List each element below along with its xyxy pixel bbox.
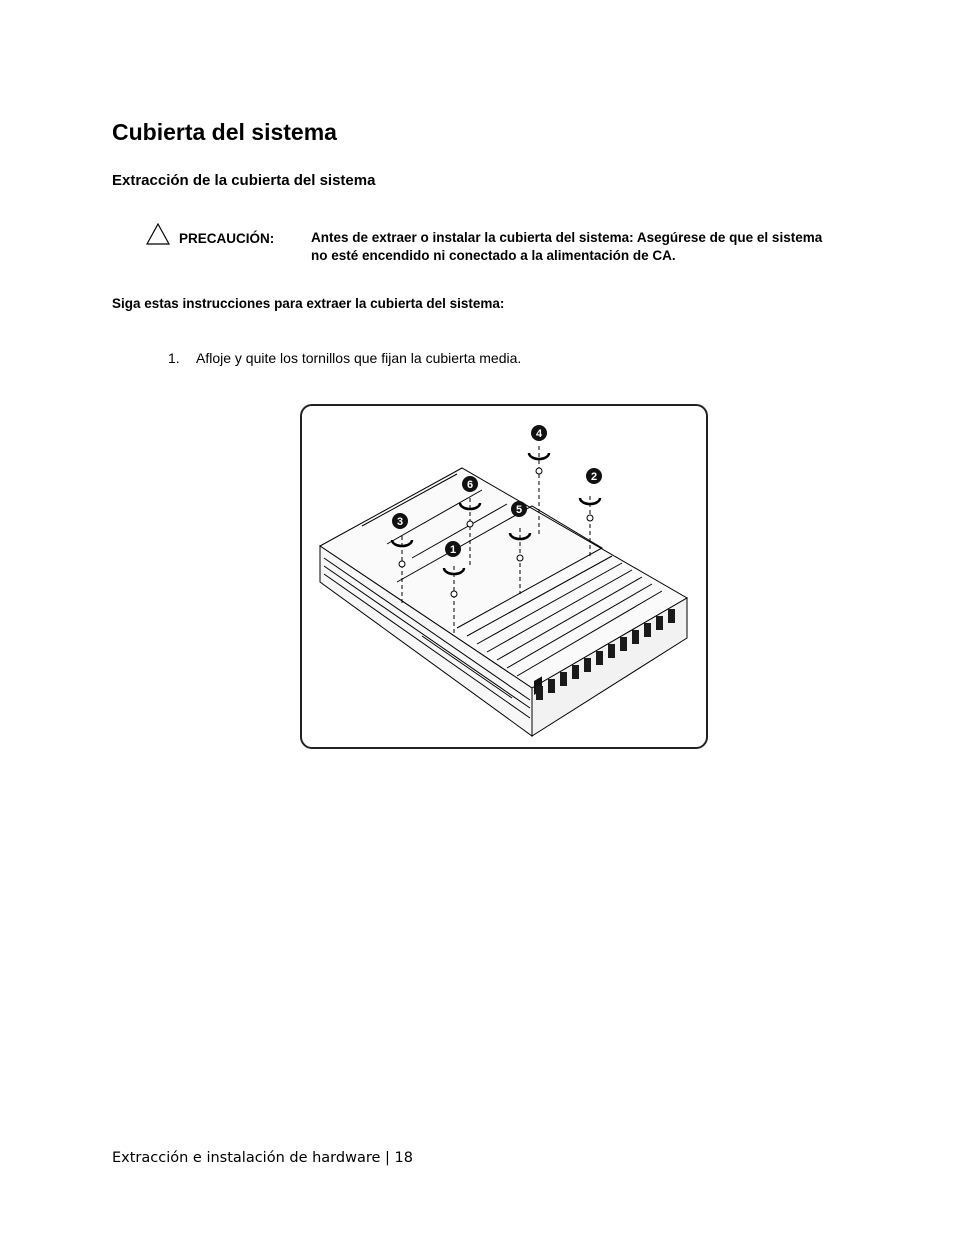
svg-text:6: 6: [466, 479, 474, 491]
server-illustration: [302, 406, 706, 747]
svg-text:4: 4: [535, 428, 543, 440]
step-text: Afloje y quite los tornillos que fijan la cubierta media.: [196, 350, 522, 366]
step-item: [168, 350, 521, 366]
instructions-intro: Siga estas instrucciones para extraer la cubierta del sistema:: [112, 296, 505, 311]
caution-text: Antes de extraer o instalar la cubierta del sistema: Asegúrese de que el sistema no esté encendido ni conectado a la alimentación de CA.: [311, 230, 823, 263]
subsection-title: Extracción de la cubierta del sistema: [112, 172, 376, 189]
server-cover-figure: [300, 404, 708, 749]
svg-text:2: 2: [590, 471, 598, 483]
warning-triangle-icon: [146, 223, 170, 245]
caution-label: PRECAUCIÓN:: [179, 231, 275, 246]
svg-text:5: 5: [515, 504, 523, 516]
callout-5: [511, 501, 527, 517]
page-footer: Extracción e instalación de hardware | 18: [112, 1150, 413, 1166]
callout-3: [392, 513, 408, 529]
section-title: Cubierta del sistema: [112, 119, 337, 145]
svg-text:1: 1: [449, 544, 457, 556]
callout-4: [531, 425, 547, 441]
callout-2: [586, 468, 602, 484]
callout-6: [462, 476, 478, 492]
step-number: 1.: [168, 350, 180, 366]
callout-1: [445, 541, 461, 557]
svg-text:3: 3: [396, 516, 404, 528]
